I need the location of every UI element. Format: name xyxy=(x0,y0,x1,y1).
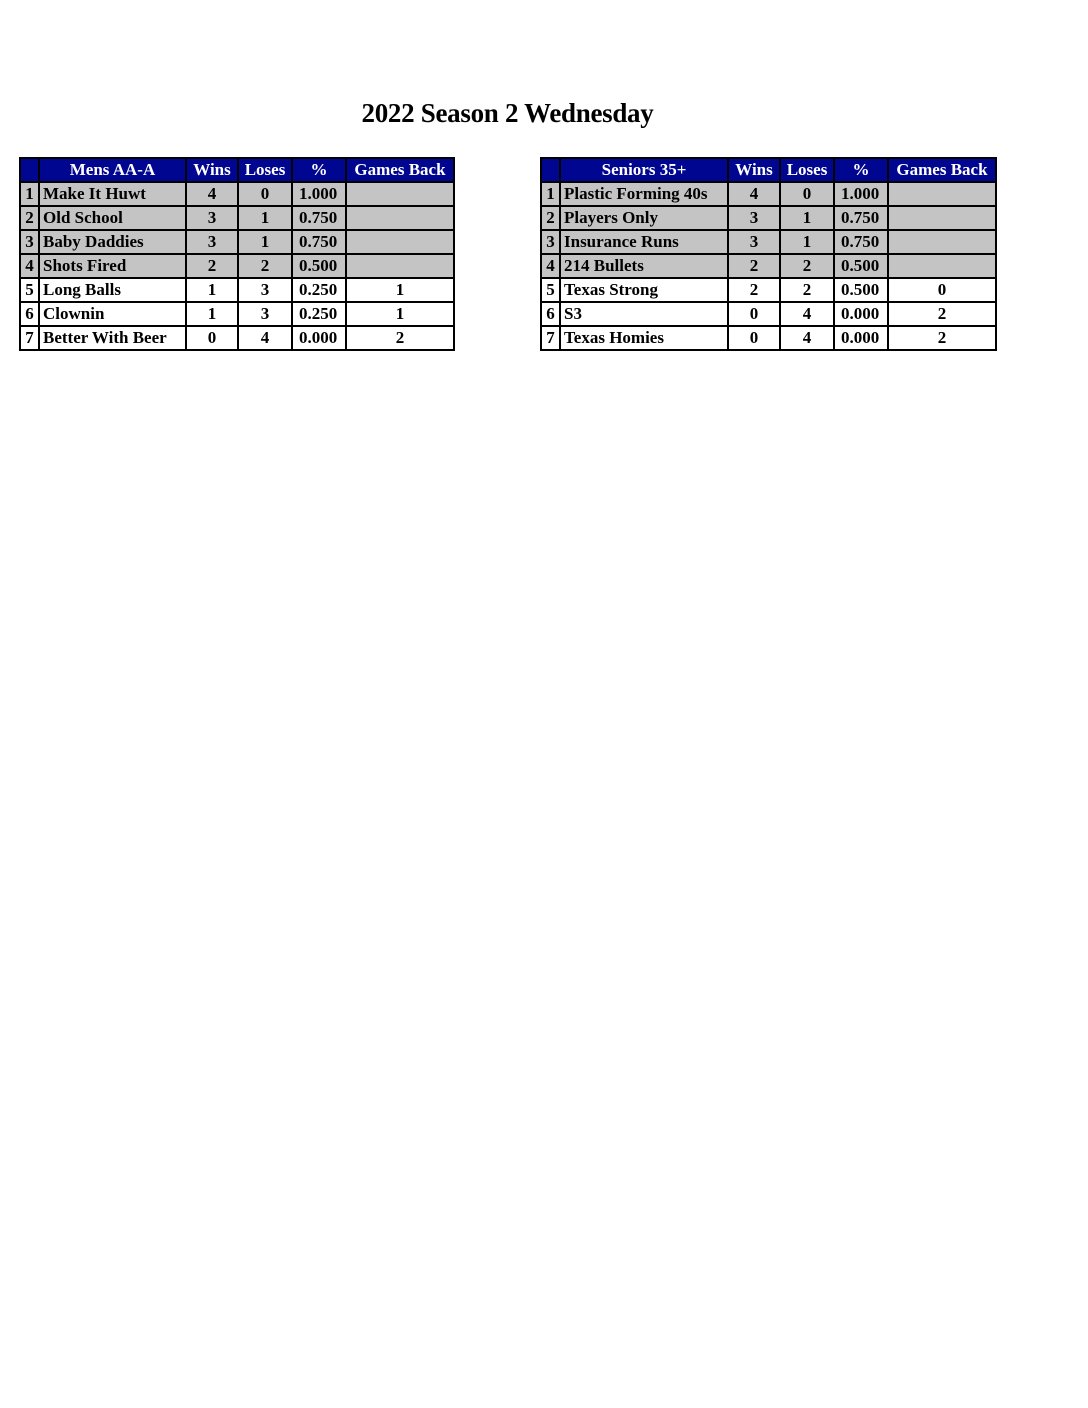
team-name-cell: S3 xyxy=(560,302,728,326)
games-back-cell: 0 xyxy=(888,278,996,302)
pct-cell: 0.000 xyxy=(834,326,888,350)
wins-cell: 0 xyxy=(186,326,238,350)
loses-cell: 1 xyxy=(238,230,292,254)
rank-cell: 1 xyxy=(20,182,39,206)
rank-cell: 2 xyxy=(541,206,560,230)
team-name-cell: Texas Strong xyxy=(560,278,728,302)
pct-cell: 1.000 xyxy=(834,182,888,206)
table-row xyxy=(541,206,996,230)
loses-cell: 3 xyxy=(238,278,292,302)
rank-cell: 3 xyxy=(20,230,39,254)
rank-cell: 6 xyxy=(541,302,560,326)
table-row xyxy=(541,182,996,206)
table-row xyxy=(541,278,996,302)
rank-cell: 4 xyxy=(541,254,560,278)
games-back-cell xyxy=(888,182,996,206)
team-name-cell: Old School xyxy=(39,206,186,230)
pct-cell: 0.750 xyxy=(292,206,346,230)
team-name-cell: Clownin xyxy=(39,302,186,326)
wins-cell: 1 xyxy=(186,302,238,326)
loses-cell: 1 xyxy=(238,206,292,230)
table-row xyxy=(20,230,454,254)
table-header-row xyxy=(20,158,454,182)
loses-cell: 2 xyxy=(238,254,292,278)
loses-cell: 4 xyxy=(780,302,834,326)
rank-cell: 5 xyxy=(20,278,39,302)
table-header-row xyxy=(541,158,996,182)
games-back-cell xyxy=(346,230,454,254)
games-back-cell: 2 xyxy=(346,326,454,350)
games-back-cell xyxy=(888,206,996,230)
rank-cell: 2 xyxy=(20,206,39,230)
loses-cell: 2 xyxy=(780,278,834,302)
header-pct: % xyxy=(292,158,346,182)
loses-cell: 3 xyxy=(238,302,292,326)
table-row xyxy=(20,254,454,278)
rank-cell: 3 xyxy=(541,230,560,254)
header-games-back: Games Back xyxy=(888,158,996,182)
header-division: Mens AA-A xyxy=(39,158,186,182)
table-row xyxy=(541,230,996,254)
table-row xyxy=(541,302,996,326)
header-loses: Loses xyxy=(780,158,834,182)
rank-cell: 4 xyxy=(20,254,39,278)
games-back-cell: 1 xyxy=(346,278,454,302)
team-name-cell: Insurance Runs xyxy=(560,230,728,254)
team-name-cell: Better With Beer xyxy=(39,326,186,350)
games-back-cell: 2 xyxy=(888,326,996,350)
wins-cell: 2 xyxy=(728,254,780,278)
loses-cell: 4 xyxy=(780,326,834,350)
loses-cell: 2 xyxy=(780,254,834,278)
loses-cell: 1 xyxy=(780,206,834,230)
wins-cell: 2 xyxy=(728,278,780,302)
wins-cell: 3 xyxy=(186,206,238,230)
wins-cell: 3 xyxy=(728,230,780,254)
table-row xyxy=(20,206,454,230)
wins-cell: 3 xyxy=(728,206,780,230)
team-name-cell: Baby Daddies xyxy=(39,230,186,254)
rank-cell: 7 xyxy=(20,326,39,350)
pct-cell: 0.000 xyxy=(292,326,346,350)
pct-cell: 0.750 xyxy=(834,230,888,254)
wins-cell: 2 xyxy=(186,254,238,278)
pct-cell: 0.250 xyxy=(292,302,346,326)
rank-cell: 6 xyxy=(20,302,39,326)
games-back-cell xyxy=(346,206,454,230)
team-name-cell: Shots Fired xyxy=(39,254,186,278)
team-name-cell: Players Only xyxy=(560,206,728,230)
header-wins: Wins xyxy=(186,158,238,182)
standings-table-mens-aa-a xyxy=(19,157,455,351)
pct-cell: 0.000 xyxy=(834,302,888,326)
table-body xyxy=(541,182,996,350)
games-back-cell: 1 xyxy=(346,302,454,326)
wins-cell: 1 xyxy=(186,278,238,302)
header-games-back: Games Back xyxy=(346,158,454,182)
games-back-cell: 2 xyxy=(888,302,996,326)
wins-cell: 0 xyxy=(728,326,780,350)
wins-cell: 0 xyxy=(728,302,780,326)
table-row xyxy=(541,326,996,350)
table-row xyxy=(20,302,454,326)
games-back-cell xyxy=(346,254,454,278)
rank-cell: 5 xyxy=(541,278,560,302)
loses-cell: 0 xyxy=(238,182,292,206)
pct-cell: 0.500 xyxy=(292,254,346,278)
team-name-cell: Plastic Forming 40s xyxy=(560,182,728,206)
standings-table-seniors-35 xyxy=(540,157,997,351)
wins-cell: 4 xyxy=(728,182,780,206)
header-wins: Wins xyxy=(728,158,780,182)
header-division: Seniors 35+ xyxy=(560,158,728,182)
wins-cell: 4 xyxy=(186,182,238,206)
wins-cell: 3 xyxy=(186,230,238,254)
rank-cell: 1 xyxy=(541,182,560,206)
pct-cell: 0.750 xyxy=(292,230,346,254)
pct-cell: 0.750 xyxy=(834,206,888,230)
rank-cell: 7 xyxy=(541,326,560,350)
team-name-cell: Texas Homies xyxy=(560,326,728,350)
table-row xyxy=(20,278,454,302)
loses-cell: 0 xyxy=(780,182,834,206)
table-row xyxy=(541,254,996,278)
loses-cell: 1 xyxy=(780,230,834,254)
team-name-cell: Make It Huwt xyxy=(39,182,186,206)
games-back-cell xyxy=(888,230,996,254)
games-back-cell xyxy=(888,254,996,278)
pct-cell: 0.250 xyxy=(292,278,346,302)
header-loses: Loses xyxy=(238,158,292,182)
table-row xyxy=(20,326,454,350)
pct-cell: 0.500 xyxy=(834,254,888,278)
header-pct: % xyxy=(834,158,888,182)
page-title: 2022 Season 2 Wednesday xyxy=(361,98,654,128)
header-rank xyxy=(541,158,560,182)
header-rank xyxy=(20,158,39,182)
team-name-cell: Long Balls xyxy=(39,278,186,302)
pct-cell: 0.500 xyxy=(834,278,888,302)
table-row xyxy=(20,182,454,206)
team-name-cell: 214 Bullets xyxy=(560,254,728,278)
pct-cell: 1.000 xyxy=(292,182,346,206)
games-back-cell xyxy=(346,182,454,206)
table-body xyxy=(20,182,454,350)
loses-cell: 4 xyxy=(238,326,292,350)
